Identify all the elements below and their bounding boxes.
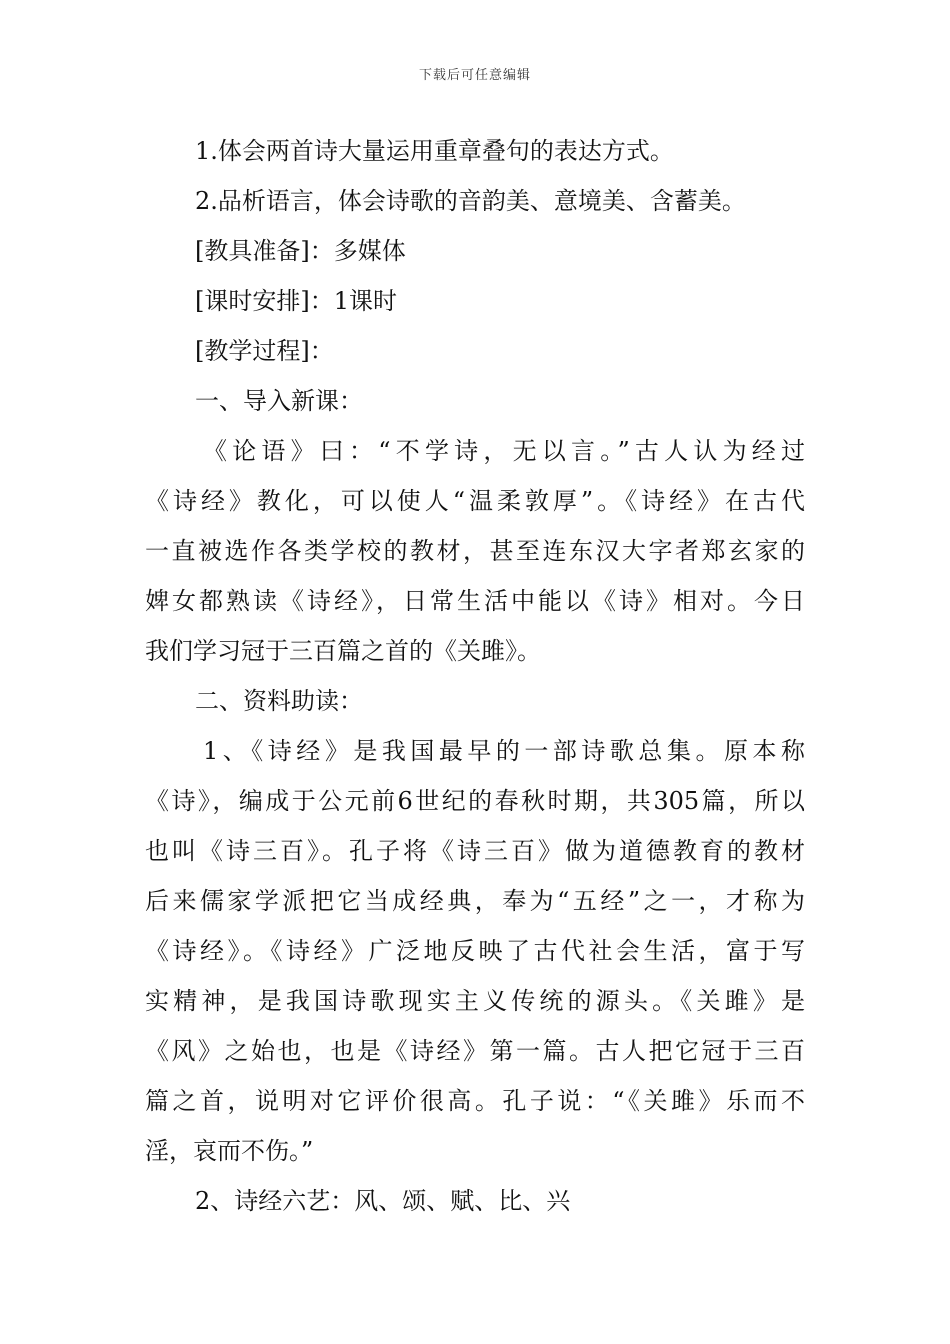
item-2-line: 2、诗经六艺：风、颂、赋、比、兴 bbox=[195, 1187, 571, 1215]
info-line-6: 实精神，是我国诗歌现实主义传统的源头。《关雎》是 bbox=[145, 987, 805, 1015]
info-line-7: 《风》之始也，也是《诗经》第一篇。古人把它冠于三百 bbox=[145, 1037, 805, 1065]
intro-paragraph bbox=[145, 426, 805, 676]
info-paragraph bbox=[145, 726, 805, 1176]
info-line-8: 篇之首，说明对它评价很高。孔子说：“《关雎》乐而不 bbox=[145, 1087, 805, 1115]
intro-line-4: 婢女都熟读《诗经》，日常生活中能以《诗》相对。今日 bbox=[145, 587, 805, 615]
page-header: 下载后可任意编辑 bbox=[418, 68, 531, 83]
tools-line: [教具准备]：多媒体 bbox=[195, 237, 406, 265]
info-line-1: 1、《诗经》是我国最早的一部诗歌总集。原本称 bbox=[203, 737, 805, 765]
info-line-5: 《诗经》。《诗经》广泛地反映了古代社会生活，富于写 bbox=[145, 937, 805, 965]
goal-1: 1.体会两首诗大量运用重章叠句的表达方式。 bbox=[195, 137, 674, 165]
document-body bbox=[145, 126, 805, 1226]
intro-line-1: 《论语》曰：“不学诗，无以言。”古人认为经过 bbox=[203, 437, 805, 465]
info-line-9: 淫，哀而不伤。” bbox=[145, 1137, 314, 1165]
process-line: [教学过程]： bbox=[195, 337, 334, 365]
info-line-4: 后来儒家学派把它当成经典，奉为“五经”之一，才称为 bbox=[145, 887, 805, 915]
section-2-heading: 二、资料助读： bbox=[195, 687, 363, 715]
info-line-3: 也叫《诗三百》。孔子将《诗三百》做为道德教育的教材 bbox=[145, 837, 805, 865]
info-line-2: 《诗》，编成于公元前6世纪的春秋时期，共305篇，所以 bbox=[145, 787, 805, 815]
goal-2: 2.品析语言，体会诗歌的音韵美、意境美、含蓄美。 bbox=[195, 187, 746, 215]
section-1-heading: 一、导入新课： bbox=[195, 387, 363, 415]
intro-line-5: 我们学习冠于三百篇之首的《关雎》。 bbox=[145, 637, 541, 665]
intro-line-3: 一直被选作各类学校的教材，甚至连东汉大字者郑玄家的 bbox=[145, 537, 805, 565]
intro-line-2: 《诗经》教化，可以使人“温柔敦厚”。《诗经》在古代 bbox=[145, 487, 805, 515]
schedule-line: [课时安排]：1课时 bbox=[195, 287, 397, 315]
